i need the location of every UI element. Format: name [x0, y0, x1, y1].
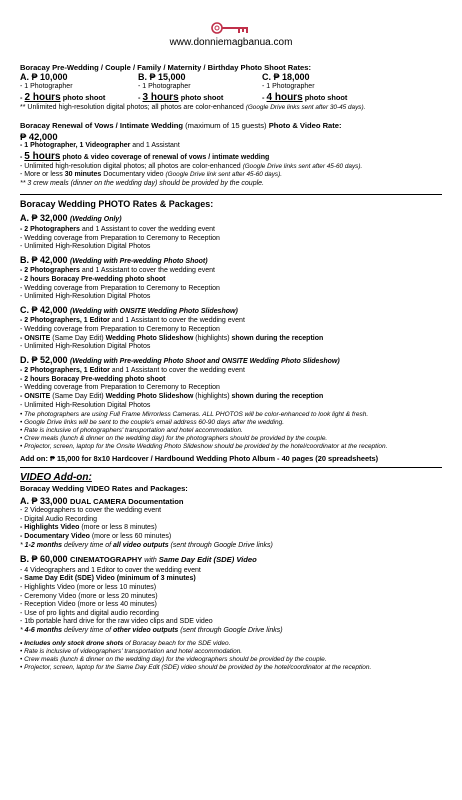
divider	[20, 467, 442, 468]
album-addon: Add on: ₱ 15,000 for 8x10 Hardcover / Hardbound Wedding Photo Album - 40 pages (20 spreadsheets)	[20, 454, 379, 464]
photo-d-line: - Unlimited High-Resolution Digital Photos	[20, 401, 151, 409]
package-c-hours: - 4 hours photo shoot	[262, 92, 348, 103]
package-a-hours: - 2 hours photo shoot	[20, 92, 106, 103]
photo-package-d-title: D. ₱ 52,000 (Wedding with Pre-wedding Photo Shoot and ONSITE Wedding Photo Slideshow)	[20, 354, 340, 365]
note-item: • Includes only stock drone shots of Boracay beach for the SDE video.	[20, 639, 231, 647]
note-item: • Crew meals (lunch & dinner on the wedding day) for the photographers should be provided by the couple.	[20, 435, 328, 443]
video-a-line: - Digital Audio Recording	[20, 515, 98, 523]
package-c-price: C. ₱ 18,000	[262, 72, 310, 83]
video-a-line: - 2 Videographers to cover the wedding event	[20, 507, 162, 515]
video-a-line: - Documentary Video (more or less 60 minutes)	[20, 533, 172, 541]
photo-c-line: - 2 Photographers, 1 Editor and 1 Assistant to cover the wedding event	[20, 317, 245, 325]
photo-c-line: - Unlimited High-Resolution Digital Photos	[20, 343, 151, 351]
photo-a-line: - Unlimited High-Resolution Digital Photos	[20, 243, 151, 251]
video-a-line: - Highlights Video (more or less 8 minutes)	[20, 524, 157, 532]
renewal-price: ₱ 42,000	[20, 131, 58, 142]
video-b-line: - 1tb portable hard drive for the raw video clips and SDE video	[20, 618, 213, 626]
renewal-line-video: - More or less 30 minutes Documentary video (Google Drive link sent after 45-60 days).	[20, 171, 283, 179]
package-c-photographer: - 1 Photographer	[262, 83, 315, 91]
note-item: • Rate is inclusive of videographers' transportation and hotel accommodation.	[20, 647, 243, 655]
photo-notes	[20, 411, 442, 451]
video-a-delivery: * 1-2 months delivery time of all video outputs (sent through Google Drive links)	[20, 541, 273, 549]
video-b-line: - 4 Videographers and 1 Editor to cover the wedding event	[20, 566, 201, 574]
photo-c-line: - ONSITE (Same Day Edit) Wedding Photo Slideshow (highlights) shown during the reception	[20, 334, 324, 342]
video-b-line: - Same Day Edit (SDE) Video (minimum of 3 minutes)	[20, 575, 196, 583]
photo-package-a-title: A. ₱ 32,000 (Wedding Only)	[20, 213, 122, 224]
note-item: • Rate is inclusive of photographers' transportation and hotel accommodation.	[20, 427, 243, 435]
photo-d-line: - Wedding coverage from Preparation to Ceremony to Reception	[20, 384, 220, 392]
video-addon-title: VIDEO Add-on:	[20, 472, 92, 484]
note-item: • Projector, screen, laptop for the Same Day Edit (SDE) video should be provided by the hotel/coordinator at the reception.	[20, 663, 372, 671]
photo-a-line: - Wedding coverage from Preparation to Ceremony to Reception	[20, 234, 220, 242]
video-section-title: Boracay Wedding VIDEO Rates and Packages:	[20, 484, 188, 494]
prewedding-title: Boracay Pre-Wedding / Couple / Family / Maternity / Birthday Photo Shoot Rates:	[20, 63, 311, 72]
renewal-title: Boracay Renewal of Vows / Intimate Wedding (maximum of 15 guests) Photo & Video Rate:	[20, 120, 342, 130]
photo-a-line: - 2 Photographers and 1 Assistant to cover the wedding event	[20, 225, 215, 233]
package-b-price: B. ₱ 15,000	[138, 72, 186, 83]
package-a-photographer: - 1 Photographer	[20, 83, 73, 91]
website-url: www.donniemagbanua.com	[169, 37, 293, 48]
video-b-line: - Highlights Video (more or less 10 minutes)	[20, 584, 157, 591]
note-item: • The photographers are using Full Frame Mirrorless Cameras. ALL PHOTOS will be color-enhanced to look light & fresh.	[20, 411, 369, 419]
prewedding-prices	[20, 72, 442, 83]
package-b-hours: - 3 hours photo shoot	[138, 92, 224, 103]
package-b-photographer: - 1 Photographer	[138, 83, 191, 91]
photo-package-c-title: C. ₱ 42,000 (Wedding with ONSITE Wedding Photo Slideshow)	[20, 304, 238, 315]
renewal-line-crew: - 1 Photographer, 1 Videographer and 1 Assistant	[20, 142, 180, 149]
photo-b-line: - 2 hours Boracay Pre-wedding photo shoot	[20, 275, 166, 283]
photo-b-line: - 2 Photographers and 1 Assistant to cover the wedding event	[20, 267, 215, 275]
video-package-b-title: B. ₱ 60,000 CINEMATOGRAPHY with Same Day Edit (SDE) Video	[20, 554, 257, 565]
video-b-line: - Use of pro lights and digital audio recording	[20, 609, 159, 617]
note-item: • Projector, screen, laptop for the Onsite Wedding Photo Slideshow should be provided by the hotel/coordinator at the reception.	[20, 443, 388, 451]
video-b-line: - Reception Video (more or less 40 minutes)	[20, 601, 157, 609]
prewedding-hours	[20, 92, 442, 104]
renewal-line-meals: ** 3 crew meals (dinner on the wedding day) should be provided by the couple.	[20, 179, 264, 187]
divider	[20, 194, 442, 195]
video-package-a-title: A. ₱ 33,000 DUAL CAMERA Documentation	[20, 495, 184, 506]
photo-d-line: - 2 Photographers, 1 Editor and 1 Assistant to cover the wedding event	[20, 367, 245, 375]
photo-package-b-title: B. ₱ 42,000 (Wedding with Pre-wedding Photo Shoot)	[20, 254, 208, 265]
photo-b-line: - Wedding coverage from Preparation to Ceremony to Reception	[20, 284, 220, 292]
photo-d-line: - 2 hours Boracay Pre-wedding photo shoot	[20, 375, 166, 383]
renewal-line-photos: - Unlimited high-resolution digital photos; all photos are color-enhanced (Google Drive links sent after 45-60 days).	[20, 162, 363, 170]
renewal-line-hours: - 5 hours photo & video coverage of renewal of vows / intimate wedding	[20, 150, 270, 162]
video-b-line: - Ceremony Video (more or less 20 minutes)	[20, 592, 158, 600]
package-a-price: A. ₱ 10,000	[20, 72, 68, 83]
photo-section-title: Boracay Wedding PHOTO Rates & Packages:	[20, 199, 214, 210]
photo-c-line: - Wedding coverage from Preparation to Ceremony to Reception	[20, 325, 220, 333]
note-item: • Crew meals (lunch & dinner on the wedding day) for the videographers should be provided by the couple.	[20, 655, 327, 663]
video-b-delivery: * 4-6 months delivery time of other video outputs (sent through Google Drive links)	[20, 626, 283, 634]
logo	[20, 14, 442, 36]
note-item: • Google Drive links will be sent to the couple's email address 60-90 days after the wedding.	[20, 419, 285, 427]
video-notes	[20, 640, 442, 672]
prewedding-photographers	[20, 83, 442, 92]
photo-d-line: - ONSITE (Same Day Edit) Wedding Photo Slideshow (highlights) shown during the reception	[20, 393, 324, 401]
prewedding-note: ** Unlimited high-resolution digital photos; all photos are color-enhanced (Google Drive links sent after 30-45 days).	[20, 104, 366, 111]
key-icon	[210, 20, 252, 36]
photo-b-line: - Unlimited High-Resolution Digital Photos	[20, 293, 151, 301]
